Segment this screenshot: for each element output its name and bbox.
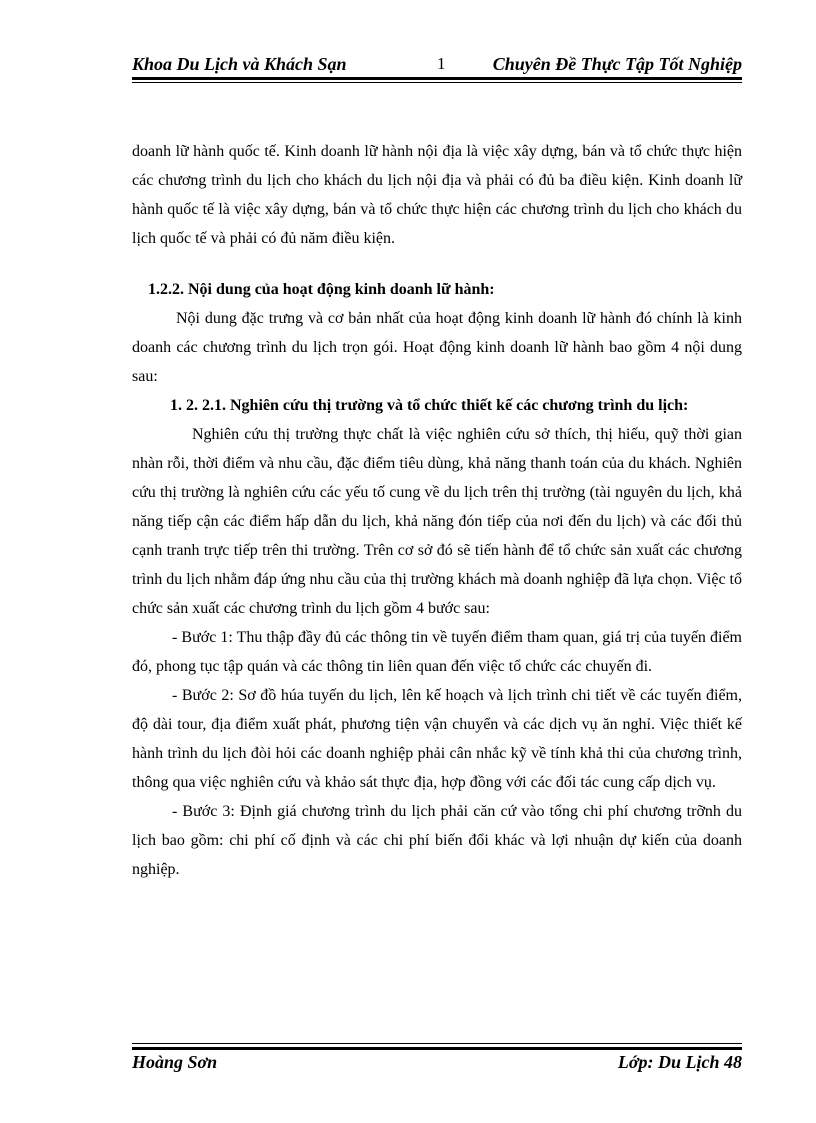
header-department: Khoa Du Lịch và Khách Sạn [132, 54, 347, 74]
footer-author: Hoàng Sơn [132, 1052, 218, 1072]
section-heading-1-2-2: 1.2.2. Nội dung của hoạt động kinh doanh lữ hành: [148, 281, 495, 298]
footer-rule-thin [132, 1043, 742, 1044]
paragraph-intro: doanh lữ hành quốc tế. Kinh doanh lữ hành nội địa là việc xây dựng, bán và tổ chức thực hiện các chương trình du lịch cho khách du lịch nội địa và phải có đủ ba điều kiện. Kinh doanh lữ hành quốc tế là việc xây dựng, bán và tổ chức thực hiện các chương trình du lịch cho khách du lịch quốc tế và phải có đủ năm điều kiện. [132, 143, 742, 247]
page-header [132, 52, 742, 78]
paragraph-market-research: Nghiên cứu thị trường thực chất là việc nghiên cứu sở thích, thị hiếu, quỹ thời gian nhàn rỗi, thời điểm và nhu cầu, đặc điểm tiêu dùng, khả năng thanh toán của du khách. Nghiên cứu thị trường là nghiên cứu các yếu tố cung về du lịch trên thị trường (tài nguyên du lịch, khả năng tiếp cận các điểm hấp dẫn du lịch, khả năng đón tiếp của nơi đến du lịch) và các đối thủ cạnh tranh trực tiếp trên thi trường. Trên cơ sở đó sẽ tiến hành để tổ chức sản xuất các chương trình du lịch nhằm đáp ứng nhu cầu của thị trường khách mà doanh nghiệp đã lựa chọn. Việc tổ chức sản xuất các chương trình du lịch gồm 4 bước sau: [132, 426, 742, 617]
footer-rule-thick [132, 1047, 742, 1050]
page-number: 1 [437, 54, 446, 73]
header-report-title: Chuyên Đề Thực Tập Tốt Nghiệp [492, 54, 742, 74]
header-rule-thin [132, 82, 742, 83]
document-body [132, 137, 742, 884]
step-2: - Bước 2: Sơ đồ húa tuyến du lịch, lên kế hoạch và lịch trình chi tiết về các tuyến điểm, độ dài tour, địa điểm xuất phát, phương tiện vận chuyển và các dịch vụ ăn nghỉ. Việc thiết kế hành trình du lịch đòi hỏi các doanh nghiệp phải cân nhắc kỹ về tính khả thi của chương trình, thông qua việc nghiên cứu và khảo sát thực địa, hợp đồng với các đối tác cung cấp dịch vụ. [132, 687, 742, 791]
step-3: - Bước 3: Định giá chương trình du lịch phải căn cứ vào tổng chi phí chương trỡnh du lịch bao gồm: chi phí cố định và các chi phí biến đổi khác và lợi nhuận dự kiến của doanh nghiệp. [132, 803, 742, 878]
section-heading-1-2-2-1: 1. 2. 2.1. Nghiên cứu thị trường và tổ chức thiết kế các chương trình du lịch: [170, 397, 689, 414]
step-1: - Bước 1: Thu thập đầy đủ các thông tin về tuyến điểm tham quan, giá trị của tuyến điểm đó, phong tục tập quán và các thông tin liên quan đến việc tổ chức các chuyến đi. [132, 629, 742, 675]
footer-class: Lớp: Du Lịch 48 [617, 1052, 742, 1072]
header-rule-thick [132, 77, 742, 80]
page-footer [132, 1052, 742, 1076]
paragraph-content-overview: Nội dung đặc trưng và cơ bản nhất của hoạt động kinh doanh lữ hành đó chính là kinh doanh các chương trình du lịch trọn gói. Hoạt động kinh doanh lữ hành bao gồm 4 nội dung sau: [132, 310, 742, 385]
